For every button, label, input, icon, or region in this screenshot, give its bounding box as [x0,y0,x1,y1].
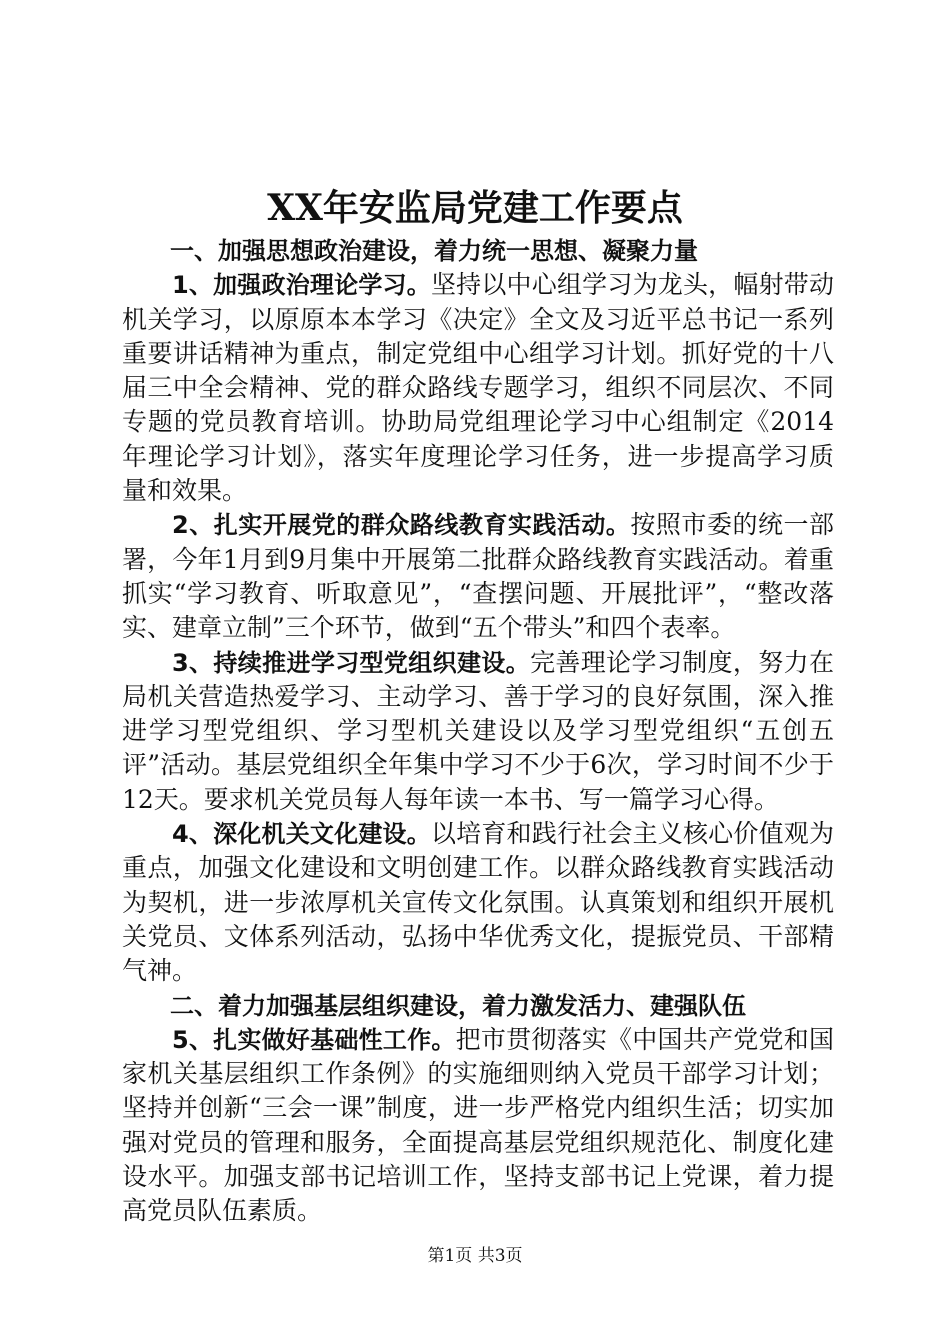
paragraph-5 [122,1023,834,1229]
document-title: XX年安监局党建工作要点 [267,187,683,229]
paragraph-text: 按照市委的统一部署，今年1月到9月集中开展第二批群众路线教育实践活动。着重抓实“学习教育、听取意见”，“查摆问题、开展批评”，“整改落实、建章立制”三个环节，做到“五个带头”和四个表率。 [122,510,834,643]
section-heading-1: 一、加强思想政治建设，着力统一思想、凝聚力量 [170,237,698,265]
paragraph-lead: 3、持续推进学习型党组织建设。 [172,648,531,677]
paragraph-text: 以培育和践行社会主义核心价值观为重点，加强文化建设和文明创建工作。以群众路线教育实践活动为契机，进一步浓厚机关宣传文化氛围。认真策划和组织开展机关党员、文体系列活动，弘扬中华优秀文化，提振党员、干部精气神。 [122,819,834,986]
page-footer: 第1页 共3页 [427,1246,523,1266]
paragraph-2 [122,508,834,645]
paragraph-text: 把市贯彻落实《中国共产党党和国家机关基层组织工作条例》的实施细则纳入党员干部学习计划；坚持并创新“三会一课”制度，进一步严格党内组织生活；切实加强对党员的管理和服务，全面提高基层党组织规范化、制度化建设水平。加强支部书记培训工作，坚持支部书记上党课，着力提高党员队伍素质。 [122,1024,834,1226]
section-heading-2: 二、着力加强基层组织建设，着力激发活力、建强队伍 [170,991,746,1020]
document-body [122,234,834,1229]
paragraph-lead: 4、深化机关文化建设。 [172,820,431,849]
paragraph-lead: 2、扎实开展党的群众路线教育实践活动。 [172,511,631,540]
paragraph-lead: 5、扎实做好基础性工作。 [172,1025,456,1054]
paragraph-3 [122,646,834,817]
paragraph-1 [122,268,834,508]
paragraph-lead: 1、加强政治理论学习。 [172,271,431,300]
paragraph-text: 坚持以中心组学习为龙头，幅射带动机关学习，以原原本本学习《决定》全文及习近平总书记一系列重要讲话精神为重点，制定党组中心组学习计划。抓好党的十八届三中全会精神、党的群众路线专题学习，组织不同层次、不同专题的党员教育培训。协助局党组理论学习中心组制定《2014年理论学习计划》，落实年度理论学习任务，进一步提高学习质量和效果。 [122,270,834,506]
paragraph-4 [122,817,834,988]
paragraph-text: 完善理论学习制度，努力在局机关营造热爱学习、主动学习、善于学习的良好氛围，深入推进学习型党组织、学习型机关建设以及学习型党组织“五创五评”活动。基层党组织全年集中学习不少于6次，学习时间不少于12天。要求机关党员每人每年读一本书、写一篇学习心得。 [122,647,834,814]
